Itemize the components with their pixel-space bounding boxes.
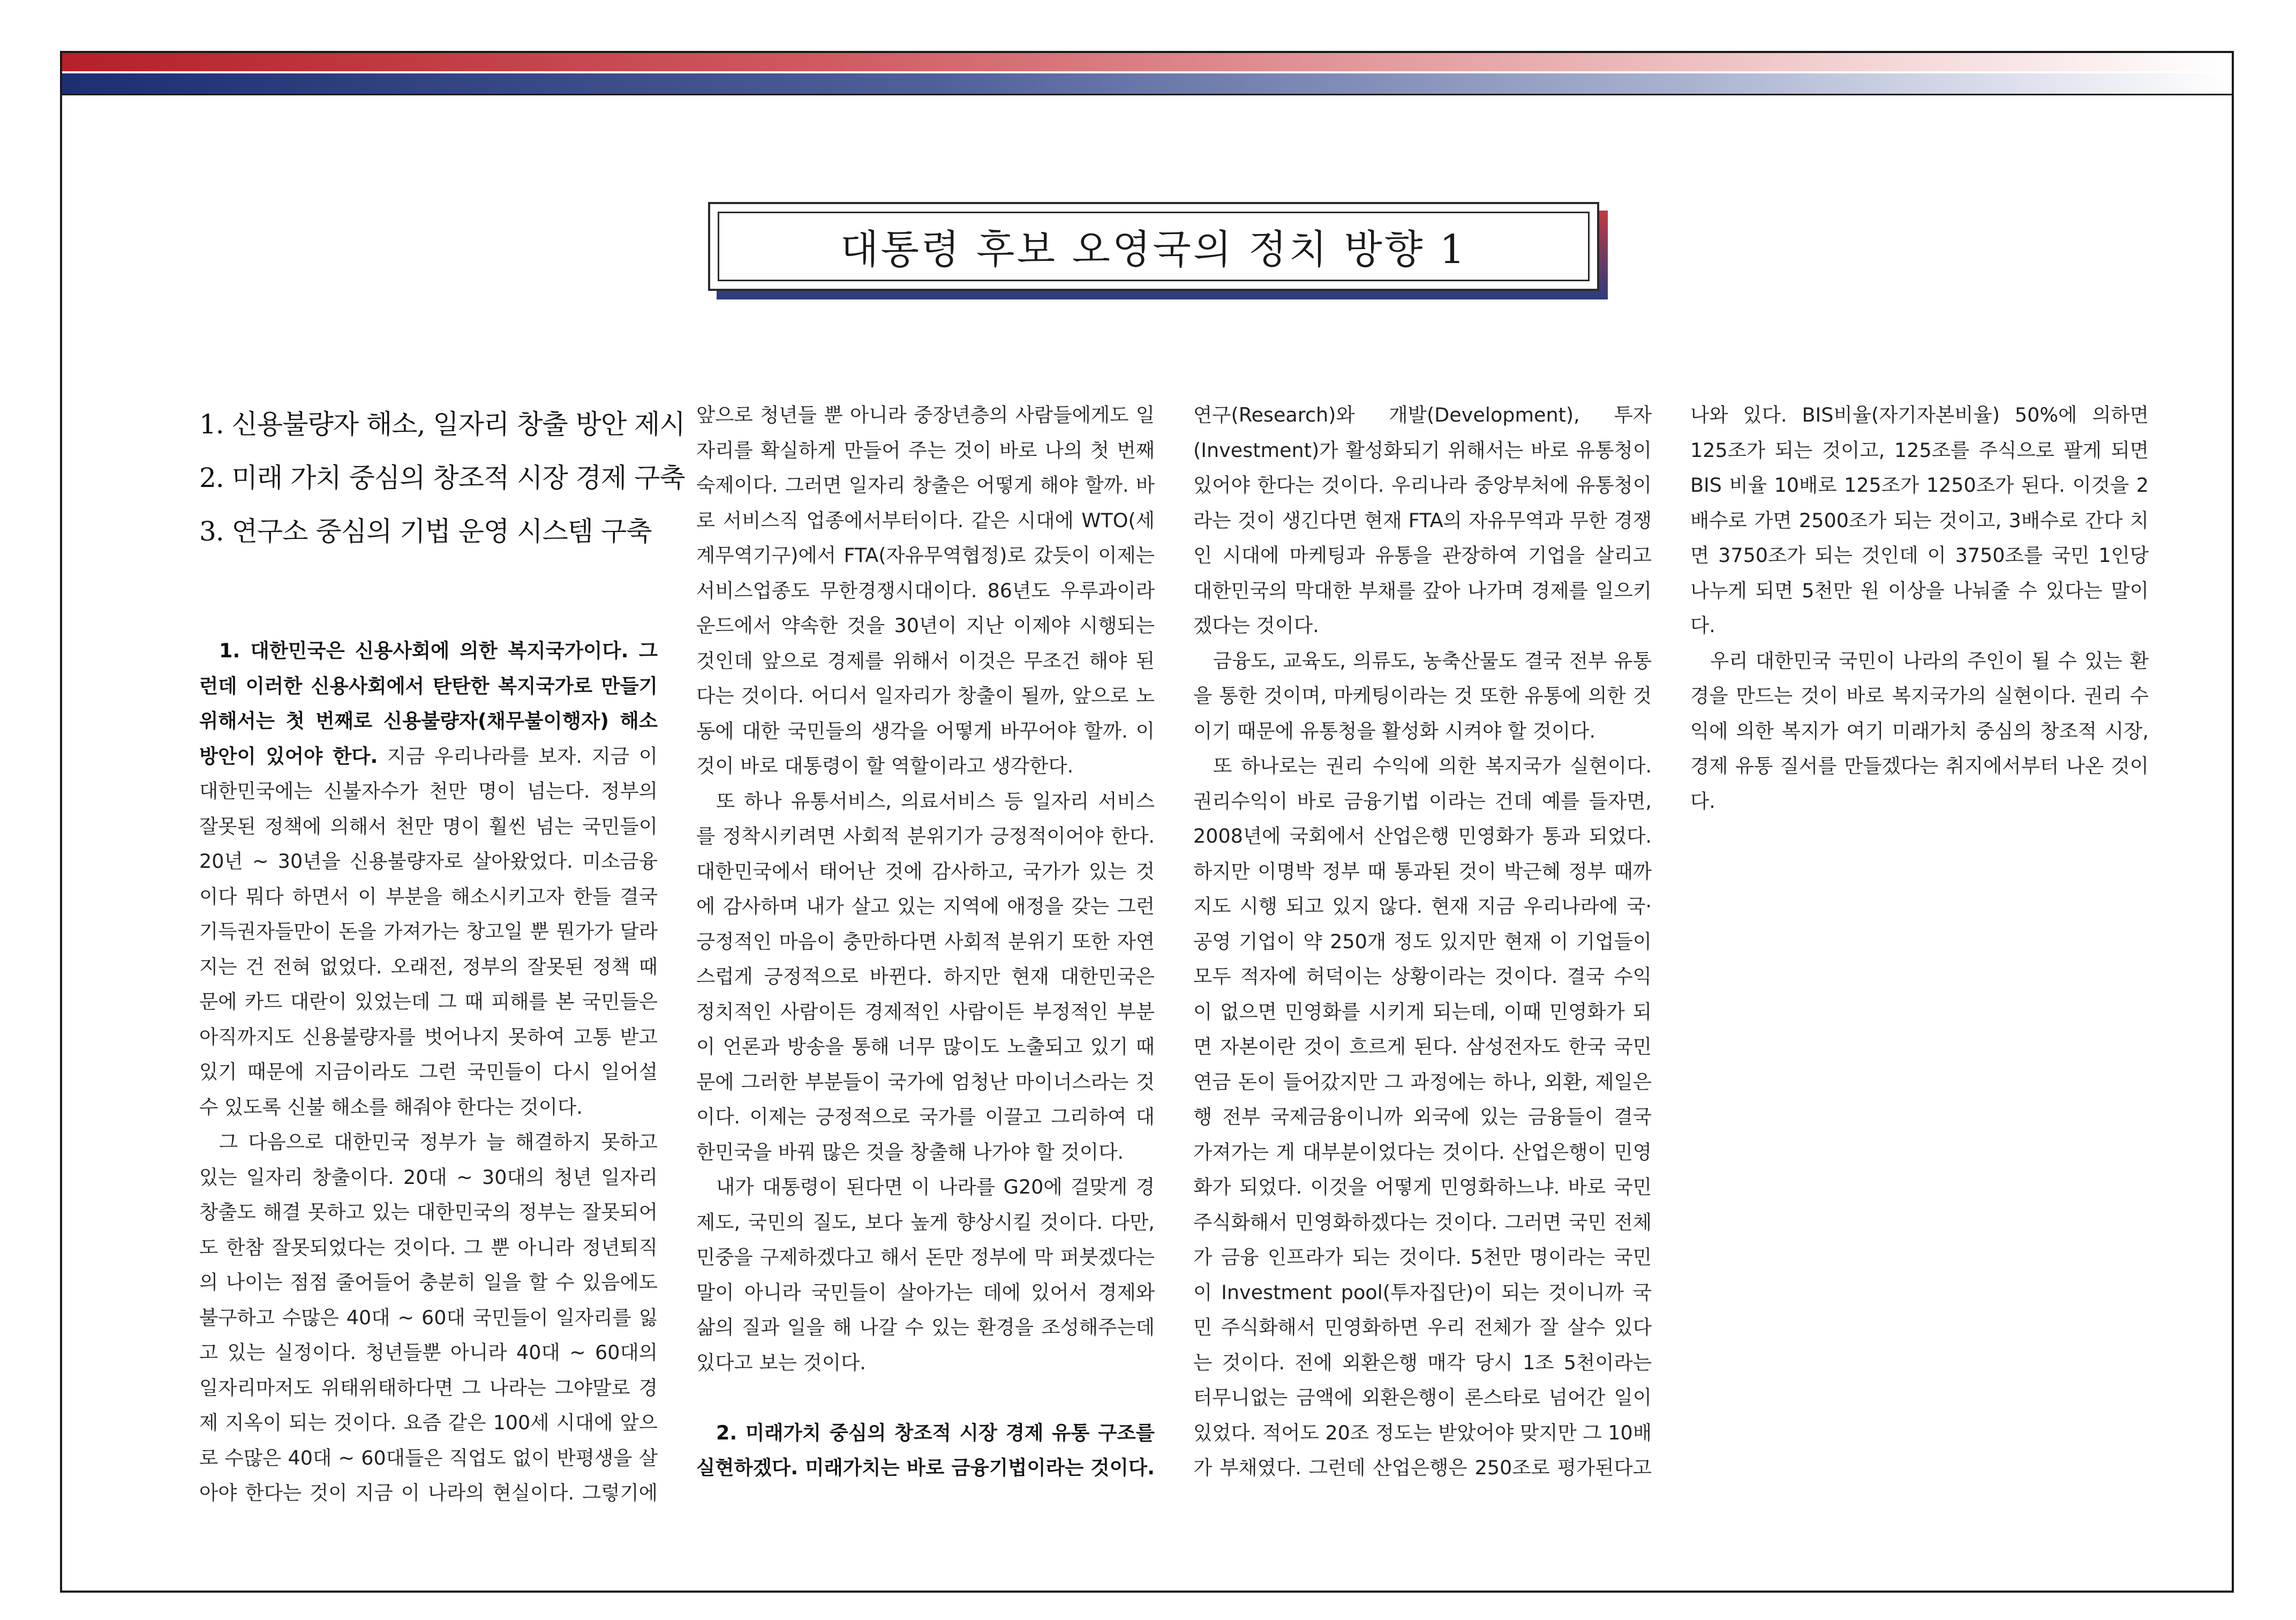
headline-item: 2. 미래 가치 중심의 창조적 시장 경제 구축 [199,462,685,493]
body-text: 또 하나 유통서비스, 의료서비스 등 일자리 서비스를 정착시키려면 사회적 분위기가 긍정적이어야 한다. 대한민국에서 태어난 것에 감사하고, 국가가 있는 것에 감사하며 내가 살고 있는 지역에 애정을 갖는 그런 긍정적인 마음이 충만하다면 사회적 분위기 또한 자연스럽게 긍정적으로 바뀐다. 하지만 현재 대한민국은 정치적인 사람이든 경제적인 사람이든 부정적인 부분이 언론과 방송을 통해 너무 많이도 노출되고 있기 때문에 그러한 부분들이 국가에 엄청난 마이너스라는 것이다. 이제는 긍정적으로 국가를 이끌고 그리하여 대한민국을 바꿔 많은 것을 창출해 나가야 할 것이다. [696,789,1155,1164]
headline-item: 1. 신용불량자 해소, 일자리 창출 방안 제시 [199,409,685,440]
headline-list [199,398,685,558]
article-paragraph [199,633,658,1124]
article-columns [199,398,2149,1512]
article-paragraph [696,1169,1155,1380]
lead-sentence: 2. 미래가치 중심의 창조적 시장 경제 유통 구조를 실현하겠다. 미래가치는 바로 금융기법이라는 것이다. [696,1421,1155,1479]
body-text: 우리 대한민국 국민이 나라의 주인이 될 수 있는 환경을 만드는 것이 바로 복지국가의 실현이다. 권리 수익에 의한 복지가 여기 미래가치 중심의 창조적 시장, 경제 유통 질서를 만들겠다는 취지에서부터 나온 것이다. [1690,649,2149,813]
header-rule-underline [62,94,2232,95]
article-body [199,398,2149,1512]
article-paragraph [696,784,1155,1170]
page-title: 대통령 후보 오영국의 정치 방향 1 [840,227,1467,273]
headline-item: 3. 연구소 중심의 기법 운영 시스템 구축 [199,516,652,547]
body-text: 연구(Research)와 개발(Development), 투자(Investment)가 활성화되기 위해서는 바로 유통청이 있어야 한다는 것이다. 우리나라 중앙부처에 유통청이라는 것이 생긴다면 현재 FTA의 자유무역과 무한 경쟁인 시대에 마케팅과 유통을 관장하여 기업을 살리고 대한민국의 막대한 부채를 갚아 나가며 경제를 일으키겠다는 것이다. [1193,403,1652,637]
body-text: 내가 대통령이 된다면 이 나라를 G20에 걸맞게 경제도, 국민의 질도, 보다 높게 향상시킬 것이다. 다만, 민중을 구제하겠다고 해서 돈만 정부에 막 퍼붓겠다는 말이 아니라 국민들이 살아가는 데에 있어서 경제와 삶의 질과 일을 해 나갈 수 있는 환경을 조성해주는데 있다고 보는 것이다. [696,1175,1155,1374]
article-paragraph [1690,643,2149,819]
header-blue-rule [62,73,2232,94]
article-paragraph [1193,643,1652,749]
body-text: 그 다음으로 대한민국 정부가 늘 해결하지 못하고 있는 일자리 창출이다. 20대 ~ 30대의 청년 일자리 창출도 해결 못하고 있는 대한민국의 정부는 잘못되어도 한참 잘못되었다는 것이다. 그 뿐 아니라 정년퇴직의 나이는 점점 줄어들어 충분히 일을 할 수 있음에도 불구하고 수많은 40대 ~ 60대 국민들이 일자리를 잃고 있는 실정이다. 청년들뿐 아니라 40대 ~ 60대의 일자리마저도 위태위태하다면 그 나라는 그야말로 경제 지옥이 되는 것이다. 요즘 같은 100세 시대에 앞으로 수많은 40대 ~ 60대들은 직업도 없이 반평생을 살아야 한다는 것이 지금 이 나라의 현실이다. 그렇기에 앞으로 청년들 뿐 아니라 중장년층의 사람들에게도 일자리를 확실하게 만들어 주는 것이 바로 나의 첫 번째 숙제이다. 그러면 일자리 창출은 어떻게 해야 할까. 바로 서비스직 업종에서부터이다. 같은 시대에 WTO(세계무역기구)에서 FTA(자유무역협정)로 갔듯이 이제는 서비스업종도 무한경쟁시대이다. 86년도 우루과이라운드에서 약속한 것을 30년이 지난 이제야 시행되는 것인데 앞으로 경제를 위해서 이것은 무조건 해야 된다는 것이다. 어디서 일자리가 창출이 될까, 앞으로 노동에 대한 국민들의 생각을 어떻게 바꾸어야 할까. 이것이 바로 대통령이 할 역할이라고 생각한다. [199,403,1155,1504]
header-red-rule [62,53,2232,71]
body-text: 지금 우리나라를 보자. 지금 이 대한민국에는 신불자수가 천만 명이 넘는다. 정부의 잘못된 정책에 의해서 천만 명이 훨씬 넘는 국민들이 20년 ~ 30년을 신용불량자로 살아왔었다. 미소금융이다 뭐다 하면서 이 부분을 해소시키고자 한들 결국 기득권자들만이 돈을 가져가는 창고일 뿐 뭔가가 달라지는 건 전혀 없었다. 오래전, 정부의 잘못된 정책 때문에 카드 대란이 있었는데 그 때 피해를 본 국민들은 아직까지도 신용불량자를 벗어나지 못하여 고통 받고 있기 때문에 지금이라도 그런 국민들이 다시 일어설 수 있도록 신불 해소를 해줘야 한다는 것이다. [199,744,658,1119]
title-box [708,202,1599,291]
body-text: 또 하나로는 권리 수익에 의한 복지국가 실현이다. 권리수익이 바로 금융기법 이라는 건데 예를 들자면, 2008년에 국회에서 산업은행 민영화가 통과 되었다. 하지만 이명박 정부 때 통과된 것이 박근혜 정부 때까지도 시행 되고 있지 않다. 현재 지금 우리나라에 국·공영 기업이 약 250개 정도 있지만 현재 이 기업들이 모두 적자에 허덕이는 상황이라는 것이다. 결국 수익이 없으면 민영화를 시키게 되는데, 이때 민영화가 되면 자본이란 것이 흐르게 된다. 삼성전자도 한국 국민연금 돈이 들어갔지만 그 과정에는 하나, 외환, 제일은행 전부 국제금융이니까 외국에 있는 금융들이 결국 가져가는 게 대부분이었다는 것이다. 산업은행이 민영화가 되었다. 이것을 어떻게 민영화하느냐. 바로 국민 주식화해서 민영화하겠다는 것이다. 그러면 국민 전체가 금융 인프라가 되는 것이다. 5천만 명이라는 국민이 Investment pool(투자집단)이 되는 것이니까 국민 주식화해서 민영화하면 우리 전체가 잘 살수 있다는 것이다. 전에 외환은행 매각 당시 1조 5천이라는 터무니없는 금액에 외환은행이 론스타로 넘어간 일이 있었다. 적어도 20조 정도는 받았어야 맞지만 그 10배가 부채였다. 그런데 산업은행은 250조로 평가된다고 나와 있다. BIS비율(자기자본비율) 50%에 의하면 125조가 되는 것이고, 125조를 주식으로 팔게 되면 BIS 비율 10배로 125조가 1250조가 된다. 이것을 2배수로 가면 2500조가 되는 것이고, 3배수로 간다 치면 3750조가 되는 것인데 이 3750조를 국민 1인당 나누게 되면 5천만 원 이상을 나눠줄 수 있다는 말이다. [1193,403,2149,1479]
title-inner-frame [718,212,1590,281]
lead-sentence: 1. 대한민국은 신용사회에 의한 복지국가이다. 그런데 이러한 신용사회에서 탄탄한 복지국가로 만들기 위해서는 첫 번째로 신용불량자(채무불이행자) 해소방안이 있어야 한다. [199,639,658,768]
body-text: 금융도, 교육도, 의류도, 농축산물도 결국 전부 유통을 통한 것이며, 마케팅이라는 것 또한 유통에 의한 것이기 때문에 유통청을 활성화 시켜야 할 것이다. [1193,649,1652,742]
